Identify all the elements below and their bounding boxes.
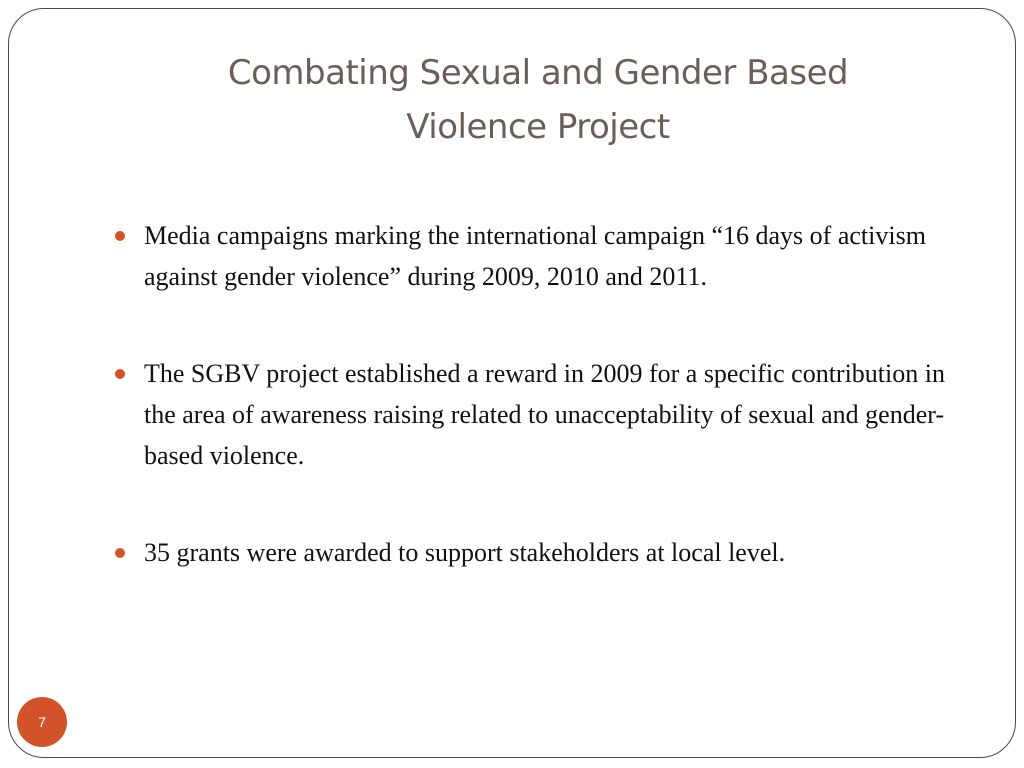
bullet-list [112,215,952,573]
bullet-dot-icon [115,548,125,558]
bullet-item [112,353,952,476]
bullet-dot-icon [115,231,125,241]
slide-title-line-1: Combating Sexual and Gender Based [227,53,849,93]
bullet-item [112,532,952,573]
slide-title [100,46,976,154]
bullet-item [112,215,952,297]
page-number-badge: 7 [17,697,67,747]
slide-title-line-2: Violence Project [406,107,670,147]
bullet-dot-icon [115,369,125,379]
bullet-text: 35 grants were awarded to support stakeholders at local level. [144,538,786,567]
bullet-text: The SGBV project established a reward in 2009 for a specific contribution in the area of awareness raising related to unacceptability of sexual and gender-based violence. [144,359,945,470]
bullet-text: Media campaigns marking the international campaign “16 days of activism against gender violence” during 2009, 2010 and 2011. [144,221,926,291]
